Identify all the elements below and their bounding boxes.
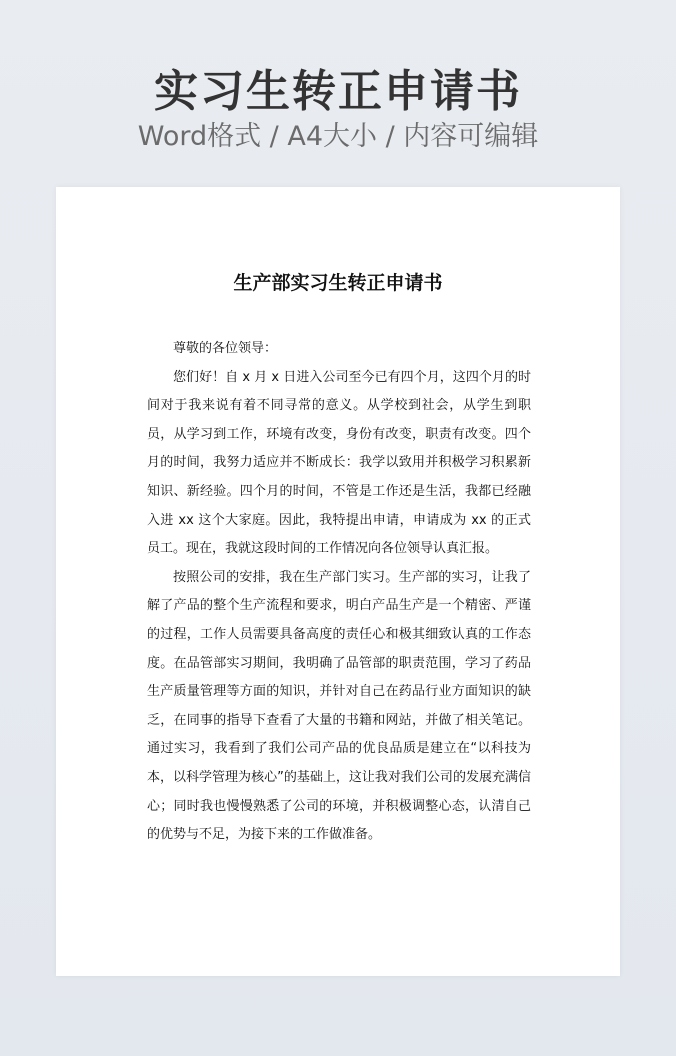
document-title: 生产部实习生转正申请书 [233,272,443,294]
salutation: 尊敬的各位领导： [173,341,278,356]
document-body [147,335,531,850]
banner-title: 实习生转正申请书 [154,66,522,117]
banner-subtitle: Word格式 / A4大小 / 内容可编辑 [137,121,539,152]
paragraph-production: 按照公司的安排，我在生产部门实习。生产部的实习，让我了解了产品的整个生产流程和要求，明白产品生产是一个精密、严谨的过程，工作人员需要具备高度的责任心和极其细致认真的工作态度。在品管部实习期间，我明确了品管部的职责范围，学习了药品生产质量管理等方面的知识，并针对自己在药品行业方面知识的缺乏，在同事的指导下查看了大量的书籍和网站，并做了相关笔记。通过实习，我看到了我们公司产品的优良品质是建立在“以科技为本，以科学管理为核心”的基础上，这让我对我们公司的发展充满信心；同时我也慢慢熟悉了公司的环境，并积极调整心态，认清自己的优势与不足，为接下来的工作做准备。 [147,569,531,843]
paragraph-intro: 您们好！自 x 月 x 日进入公司至今已有四个月，这四个月的时间对于我来说有着不同寻常的意义。从学校到社会，从学生到职员，从学习到工作，环境有改变，身份有改变，职责有改变。四个月的时间，我努力适应并不断成长：我学以致用并积极学习积累新知识、新经验。四个月的时间，不管是工作还是生活，我都已经融入进 xx 这个大家庭。因此，我特提出申请，申请成为 xx 的正式员工。现在，我就这段时间的工作情况向各位领导认真汇报。 [147,369,531,557]
